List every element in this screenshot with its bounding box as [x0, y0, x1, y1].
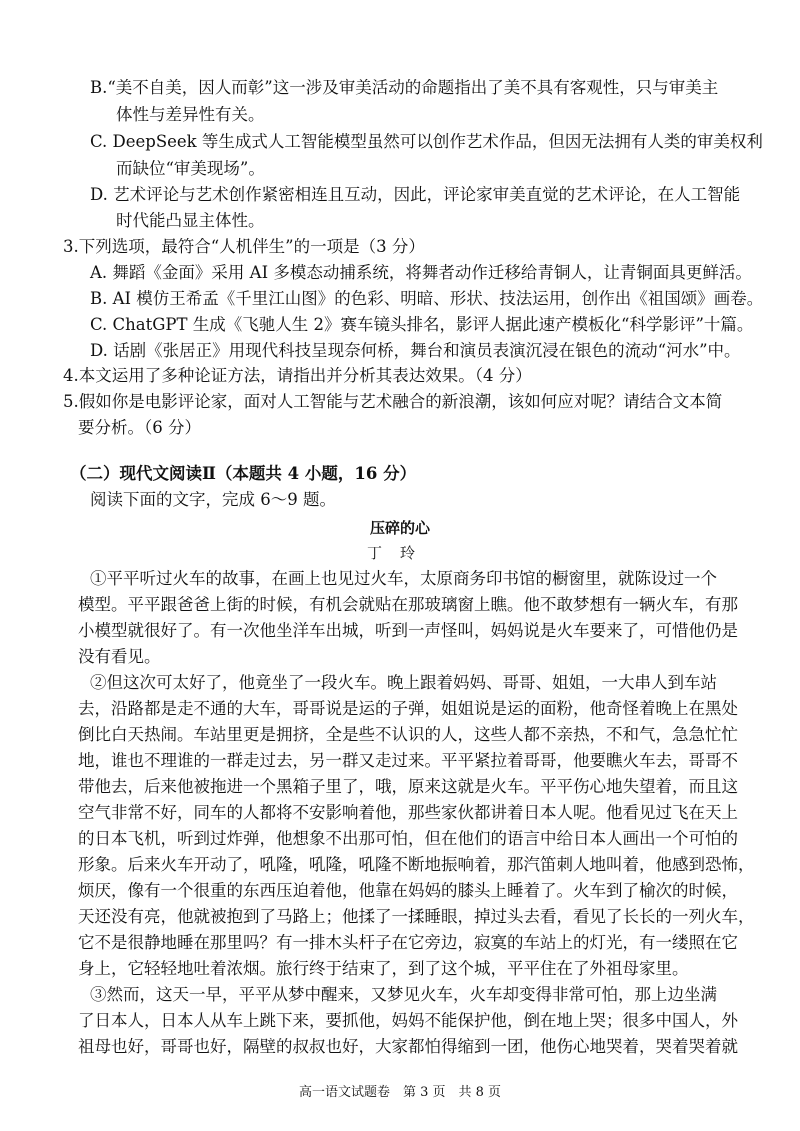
section-heading: （二）现代文阅读Ⅱ（本题共 4 小题，16 分） [70, 464, 417, 483]
passage-p2-line: 带他去，后来他被拖进一个黑箱子里了，哦，原来这就是火车。平平伤心地失望着，而且这 [78, 777, 738, 796]
passage-p1-line: 没有看见。 [78, 647, 161, 666]
option-c-line1: C. DeepSeek 等生成式人工智能模型虽然可以创作艺术作品，但因无法拥有人类的审美权利 [90, 132, 763, 151]
question-3: 3.下列选项，最符合“人机伴生”的一项是（3 分） [63, 237, 425, 256]
passage-p2-line: 去，沿路都是走不通的大车，哥哥说是运的子弹，姐姐说是运的面粉，他奇怪着晚上在黑处 [78, 699, 738, 718]
question-3-option-b: B. AI 模仿王希孟《千里江山图》的色彩、明暗、形状、技法运用，创作出《祖国颂》画卷。 [90, 289, 764, 308]
option-c-line2: 而缺位“审美现场”。 [116, 159, 265, 178]
passage-title: 压碎的心 [369, 519, 430, 537]
question-3-option-a: A. 舞蹈《金面》采用 AI 多模态动捕系统，将舞者动作迁移给青铜人，让青铜面具更鲜活。 [90, 263, 752, 282]
passage-p2-line: 形象。后来火车开动了，吼隆，吼隆，吼隆不断地振响着，那汽笛刺人地叫着，他感到恐怖， [78, 855, 755, 874]
page-footer: 高一语文试题卷 第 3 页 共 8 页 [298, 1085, 502, 1100]
passage-p2-line: 天还没有亮，他就被抱到了马路上；他揉了一揉睡眼，掉过头去看，看见了长长的一列火车， [78, 907, 755, 926]
passage-p2-line: ②但这次可太好了，他竟坐了一段火车。晚上跟着妈妈、哥哥、姐姐，一大串人到车站 [90, 673, 717, 692]
option-b-line1: B.“美不自美，因人而彰”这一涉及审美活动的命题指出了美不具有客观性，只与审美主 [90, 78, 719, 97]
passage-p3-line: 祖母也好，哥哥也好，隔壁的叔叔也好，大家都怕得缩到一团，他伤心地哭着，哭着哭着就 [78, 1037, 738, 1056]
passage-p2-line: 它不是很静地睡在那里吗？有一排木头杆子在它旁边，寂寞的车站上的灯光，有一缕照在它 [78, 933, 738, 952]
question-3-option-c: C. ChatGPT 生成《飞驰人生 2》赛车镜头排名，影评人据此速产模板化“科学影评”十篇。 [90, 315, 754, 334]
passage-p1-line: ①平平听过火车的故事，在画上也见过火车，太原商务印书馆的橱窗里，就陈设过一个 [90, 569, 717, 588]
passage-author: 丁玲 [366, 544, 433, 562]
option-b-line2: 体性与差异性有关。 [116, 105, 265, 124]
question-5-line1: 5.假如你是电影评论家，面对人工智能与艺术融合的新浪潮，该如何应对呢？请结合文本简 [63, 392, 723, 411]
section-instruction: 阅读下面的文字，完成 6～9 题。 [90, 490, 336, 509]
passage-p1-line: 模型。平平跟爸爸上街的时候，有机会就贴在那玻璃窗上瞧。他不敢梦想有一辆火车，有那 [78, 595, 738, 614]
question-3-option-d: D. 话剧《张居正》用现代科技呈现奈何桥，舞台和演员表演沉浸在银色的流动“河水”中。 [90, 341, 741, 360]
question-5-line2: 要分析。（6 分） [78, 418, 201, 437]
passage-p2-line: 烦厌，像有一个很重的东西压迫着他，他靠在妈妈的膝头上睡着了。火车到了榆次的时候， [78, 881, 738, 900]
passage-p1-line: 小模型就很好了。有一次他坐洋车出城，听到一声怪叫，妈妈说是火车要来了，可惜他仍是 [78, 621, 738, 640]
question-4: 4.本文运用了多种论证方法，请指出并分析其表达效果。（4 分） [63, 366, 532, 385]
passage-p2-line: 的日本飞机，听到过炸弹，他想象不出那可怕，但在他们的语言中给日本人画出一个可怕的 [78, 829, 738, 848]
passage-p3-line: ③然而，这天一早，平平从梦中醒来，又梦见火车，火车却变得非常可怕，那上边坐满 [90, 985, 717, 1004]
option-d-line2: 时代能凸显主体性。 [116, 211, 265, 230]
passage-p2-line: 地，谁也不理谁的一群走过去，另一群又走过来。平平紧拉着哥哥，他要瞧火车去，哥哥不 [78, 751, 738, 770]
passage-p2-line: 空气非常不好，同车的人都将不安影响着他，那些家伙都讲着日本人呢。他看见过飞在天上 [78, 803, 738, 822]
passage-p2-line: 倒比白天热闹。车站里更是拥挤，全是些不认识的人，这些人都不亲热，不和气，急急忙忙 [78, 725, 738, 744]
passage-p2-line: 身上，它轻轻地吐着浓烟。旅行终于结束了，到了这个城，平平住在了外祖母家里。 [78, 959, 689, 978]
passage-p3-line: 了日本人，日本人从车上跳下来，要抓他，妈妈不能保护他，倒在地上哭；很多中国人，外 [78, 1011, 738, 1030]
option-d-line1: D. 艺术评论与艺术创作紧密相连且互动，因此，评论家审美直觉的艺术评论，在人工智能 [90, 185, 741, 204]
